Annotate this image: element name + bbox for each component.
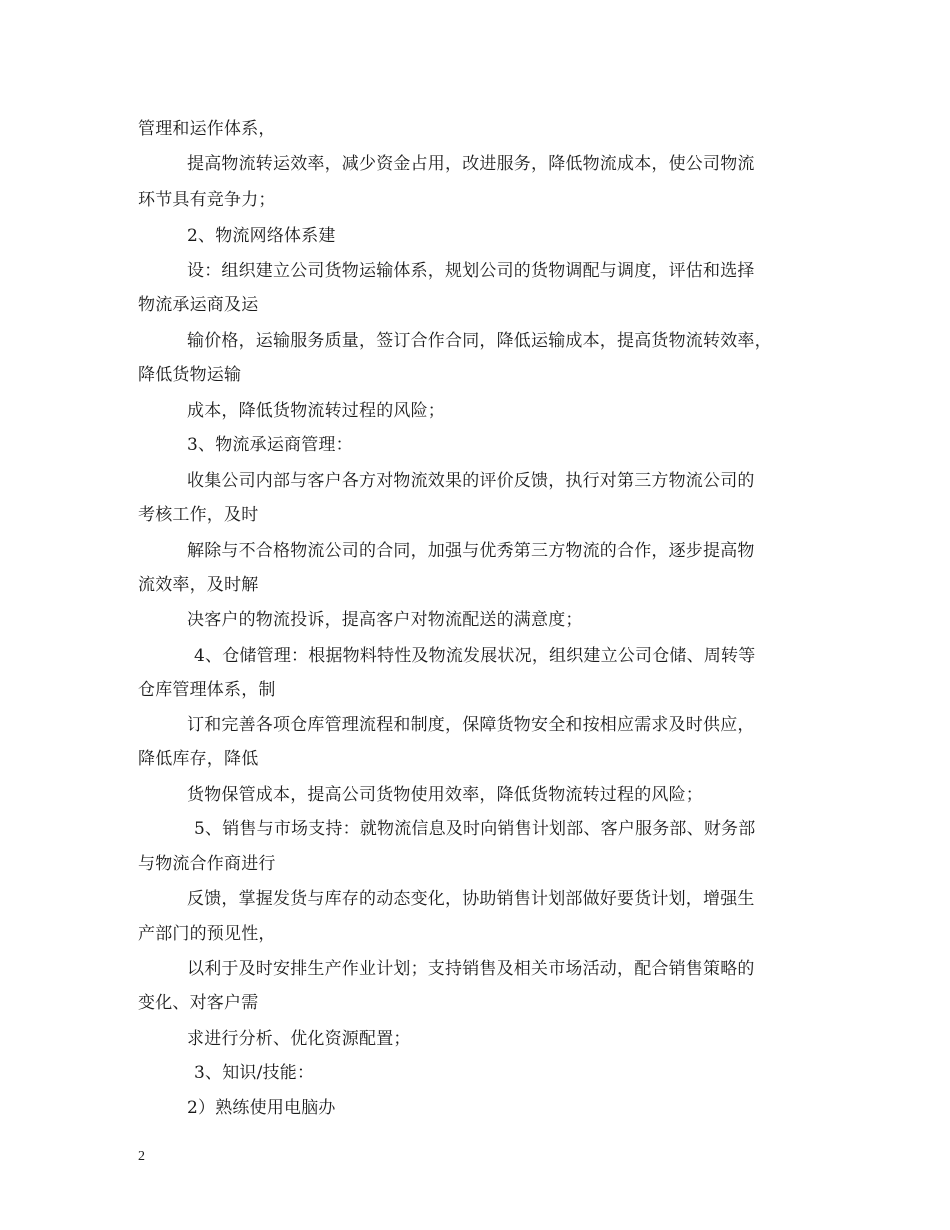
text-line: 订和完善各项仓库管理流程和制度，保障货物安全和按相应需求及时供应，	[187, 715, 755, 735]
text-line: 环节具有竞争力；	[138, 190, 276, 210]
text-line: 降低货物运输	[138, 365, 242, 385]
text-line: 2）熟练使用电脑办	[187, 1098, 336, 1118]
text-line: 以利于及时安排生产作业计划；支持销售及相关市场活动，配合销售策略的	[187, 959, 755, 979]
page-number: 2	[138, 1149, 145, 1164]
text-line: 3、物流承运商管理：	[187, 435, 353, 455]
text-line: 考核工作，及时	[138, 505, 259, 525]
text-line: 管理和运作体系，	[138, 119, 276, 139]
text-line: 降低库存，降低	[138, 749, 259, 769]
text-line: 流效率，及时解	[138, 575, 259, 595]
text-line: 设：组织建立公司货物运输体系，规划公司的货物调配与调度，评估和选择	[187, 261, 755, 281]
text-line: 4、仓储管理：根据物料特性及物流发展状况，组织建立公司仓储、周转等	[194, 646, 756, 666]
text-line: 变化、对客户需	[138, 993, 259, 1013]
text-line: 物流承运商及运	[138, 295, 259, 315]
text-line: 2、物流网络体系建	[187, 226, 336, 246]
text-line: 提高物流转运效率，减少资金占用，改进服务，降低物流成本，使公司物流	[187, 154, 755, 174]
text-line: 货物保管成本，提高公司货物使用效率，降低货物流转过程的风险；	[187, 785, 703, 805]
text-line: 收集公司内部与客户各方对物流效果的评价反馈，执行对第三方物流公司的	[187, 471, 755, 491]
text-line: 求进行分析、优化资源配置；	[187, 1029, 411, 1049]
text-line: 输价格，运输服务质量，签订合作合同，降低运输成本，提高货物流转效率，	[187, 331, 772, 351]
text-line: 决客户的物流投诉，提高客户对物流配送的满意度；	[187, 610, 583, 630]
text-line: 仓库管理体系，制	[138, 680, 276, 700]
text-line: 产部门的预见性，	[138, 924, 276, 944]
text-line: 与物流合作商进行	[138, 854, 276, 874]
text-line: 解除与不合格物流公司的合同，加强与优秀第三方物流的合作，逐步提高物	[187, 541, 755, 561]
text-line: 3、知识/技能：	[194, 1063, 315, 1083]
text-line: 反馈，掌握发货与库存的动态变化，协助销售计划部做好要货计划，增强生	[187, 889, 755, 909]
text-line: 5、销售与市场支持：就物流信息及时向销售计划部、客户服务部、财务部	[194, 819, 756, 839]
text-line: 成本，降低货物流转过程的风险；	[187, 401, 445, 421]
